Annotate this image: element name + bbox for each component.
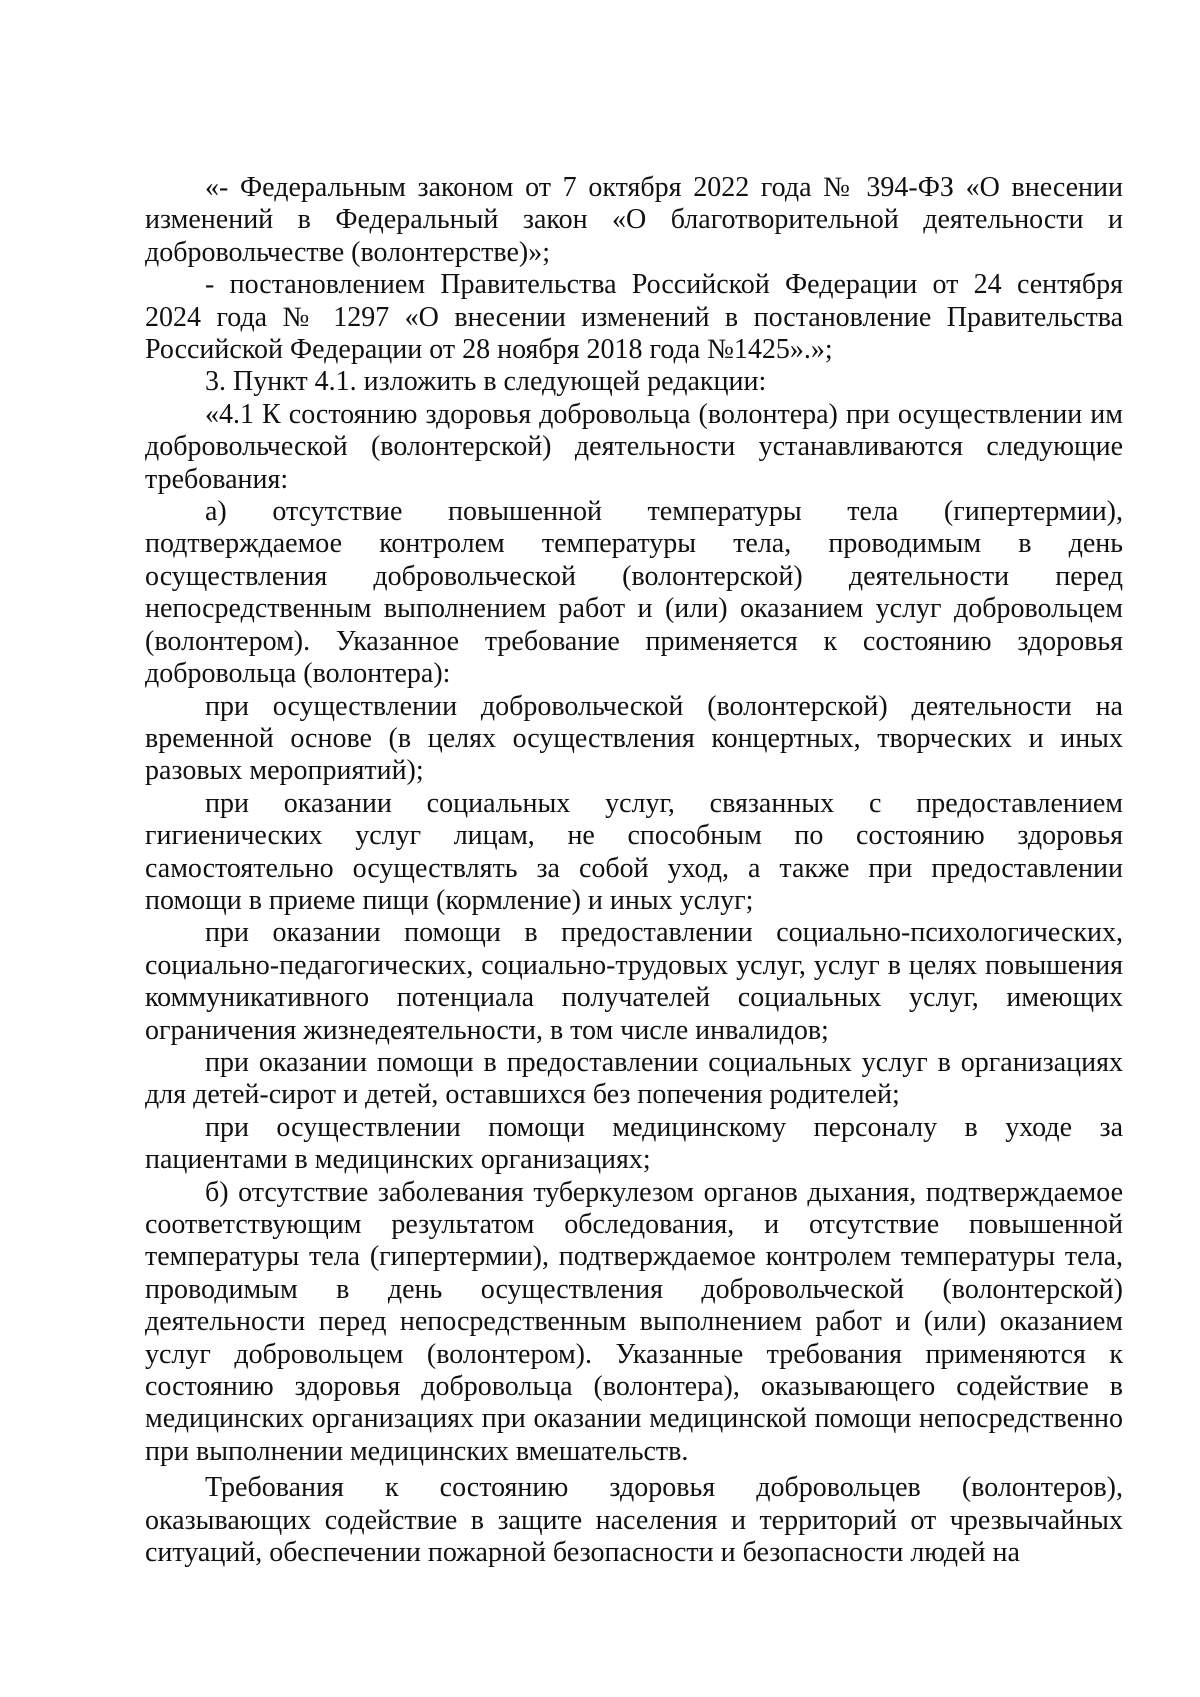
paragraph-item-3: 3. Пункт 4.1. изложить в следующей редакции: (205, 366, 767, 398)
paragraph-temporary-activity: при осуществлении добровольческой (волонтерской) деятельности на временной основе (в целях осуществления концертных, творческих и иных разовых мероприятий); (145, 690, 1123, 787)
paragraph-4-1-intro: «4.1 К состоянию здоровья добровольца (волонтера) при осуществлении им добровольческой (волонтерской) деятельности устанавливаются следующие требования: (145, 398, 1123, 495)
paragraph-emergency-requirements: Требования к состоянию здоровья добровольцев (волонтеров), оказывающих содействие в защите населения и территорий от чрезвычайных ситуаций, обеспечении пожарной безопасности и безопасности людей на (145, 1472, 1123, 1569)
paragraph-subitem-b: б) отсутствие заболевания туберкулезом органов дыхания, подтверждаемое соответствующим результатом обследования, и отсутствие повышенной температуры тела (гипертермии), подтверждаемое контролем температуры тела, проводимым в день осуществления добровольческой (волонтерской) деятельности перед непосредственным выполнением работ и (или) оказанием услуг добровольцем (волонтером). Указанные требования применяются к состоянию здоровья добровольца (волонтера), оказывающего содействие в медицинских организациях при оказании медицинской помощи непосредственно при выполнении медицинских вмешательств. (145, 1176, 1123, 1467)
paragraph-medical-staff-assistance: при осуществлении помощи медицинскому персоналу в уходе за пациентами в медицинских организациях; (145, 1111, 1123, 1176)
paragraph-social-psychological-services: при оказании помощи в предоставлении социально-психологических, социально-педагогических, социально-трудовых услуг, услуг в целях повышения коммуникативного потенциала получателей социальных услуг, имеющих ограничения жизнедеятельности, в том числе инвалидов; (145, 917, 1123, 1046)
paragraph-subitem-a: а) отсутствие повышенной температуры тела (гипертермии), подтверждаемое контролем температуры тела, проводимым в день осуществления добровольческой (волонтерской) деятельности перед непосредственным выполнением работ и (или) оказанием услуг добровольцем (волонтером). Указанное требование применяется к состоянию здоровья добровольца (волонтера): (145, 496, 1123, 690)
paragraph-federal-law: «- Федеральным законом от 7 октября 2022 года № 394-ФЗ «О внесении изменений в Федеральный закон «О благотворительной деятельности и добровольчестве (волонтерстве)»; (145, 172, 1123, 268)
paragraph-social-hygiene-services: при оказании социальных услуг, связанных с предоставлением гигиенических услуг лицам, не способным по состоянию здоровья самостоятельно осуществлять за собой уход, а также при предоставлении помощи в приеме пищи (кормление) и иных услуг; (145, 787, 1123, 916)
paragraph-orphan-organizations: при оказании помощи в предоставлении социальных услуг в организациях для детей-сирот и детей, оставшихся без попечения родителей; (145, 1046, 1123, 1111)
paragraph-government-resolution: - постановлением Правительства Российской Федерации от 24 сентября 2024 года № 1297 «О внесении изменений в постановление Правительства Российской Федерации от 28 ноября 2018 года №1425».»; (145, 269, 1123, 366)
document-body (145, 172, 1123, 1569)
